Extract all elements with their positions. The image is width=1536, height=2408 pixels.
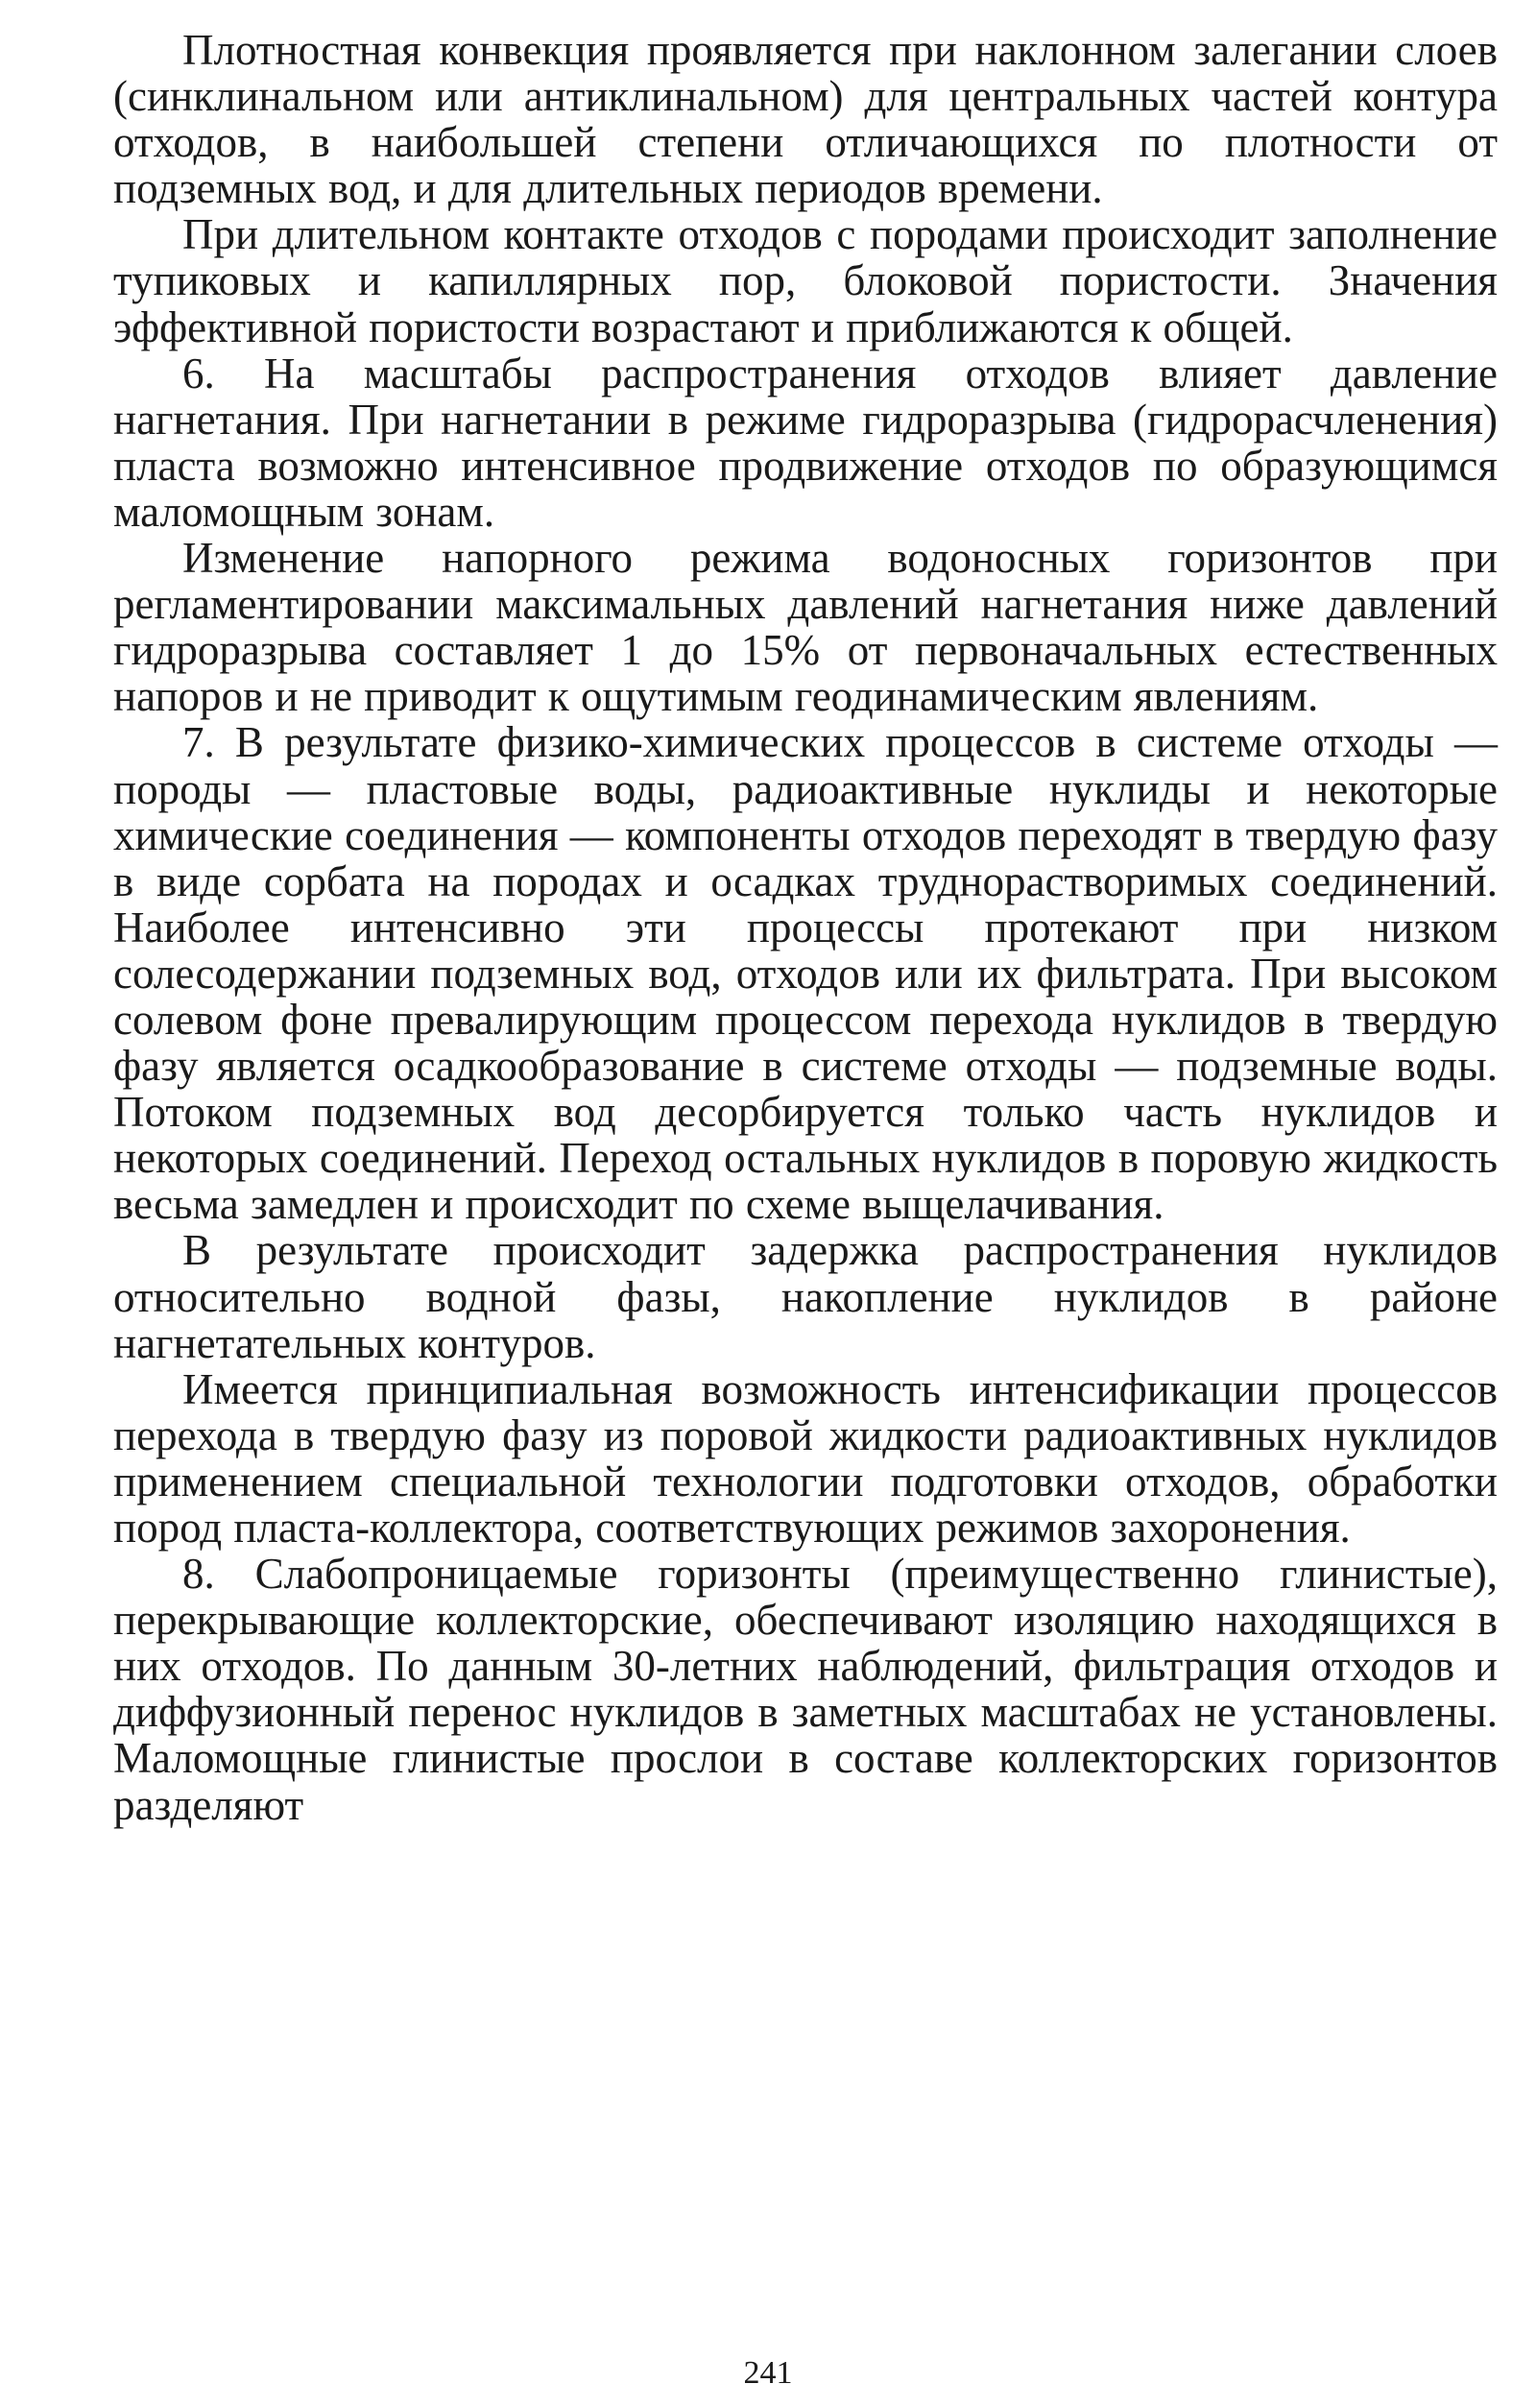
paragraph-nuclide-retention: В результате происходит задержка распространения нуклидов относительно водной фазы, накопление нуклидов в районе нагнетательных контуров. — [113, 1226, 1498, 1367]
paragraph-item-8-low-permeability: 8. Слабопроницаемые горизонты (преимущественно глинистые), перекрывающие коллекторские, обеспечивают изоляцию находящихся в них отходов. По данным 30-летних наблюдений, фильтрация отходов и диффузионный перенос нуклидов в заметных масштабах не установлены. Маломощные глинистые прослои в составе коллекторских горизонтов разделяют — [113, 1550, 1498, 1829]
paragraph-item-7-physicochemical: 7. В результате физико-химических процессов в системе отходы — породы — пластовые воды, радиоактивные нуклиды и некоторые химические соединения — компоненты отходов переходят в твердую фазу в виде сорбата на породах и осадках труднорастворимых соединений. Наиболее интенсивно эти процессы протекают при низком солесодержании подземных вод, отходов или их фильтрата. При высоком солевом фоне превалирующим процессом перехода нуклидов в твердую фазу является осадкообразование в системе отходы — подземные воды. Потоком подземных вод десорбируется только часть нуклидов и некоторых соединений. Переход остальных нуклидов в поровую жидкость весьма замедлен и происходит по схеме выщелачивания. — [113, 718, 1498, 1229]
paragraph-item-6-injection-pressure: 6. На масштабы распространения отходов влияет давление нагнетания. При нагнетании в режиме гидроразрыва (гидрорасчленения) пласта возможно интенсивное продвижение отходов по образующимся маломощным зонам. — [113, 349, 1498, 536]
paragraph-pressure-regime: Изменение напорного режима водоносных горизонтов при регламентировании максимальных давлений нагнетания ниже давлений гидроразрыва составляет 1 до 15% от первоначальных естественных напоров и не приводит к ощутимым геодинамическим явлениям. — [113, 534, 1498, 721]
paragraph-intensification: Имеется принципиальная возможность интенсификации процессов перехода в твердую фазу из поровой жидкости радиоактивных нуклидов применением специальной технологии подготовки отходов, обработки пород пласта-коллектора, соответствующих режимов захоронения. — [113, 1364, 1498, 1552]
paragraph-porosity: При длительном контакте отходов с породами происходит заполнение тупиковых и капиллярных пор, блоковой пористости. Значения эффективной пористости возрастают и приближаются к общей. — [113, 210, 1498, 351]
paragraph-density-convection: Плотностная конвекция проявляется при наклонном залегании слоев (синклинальном или антиклинальном) для центральных частей контура отходов, в наибольшей степени отличающихся по плотности от подземных вод, и для длительных периодов времени. — [113, 26, 1498, 213]
page-number: 241 — [743, 2355, 793, 2391]
body-text — [113, 27, 1498, 1828]
